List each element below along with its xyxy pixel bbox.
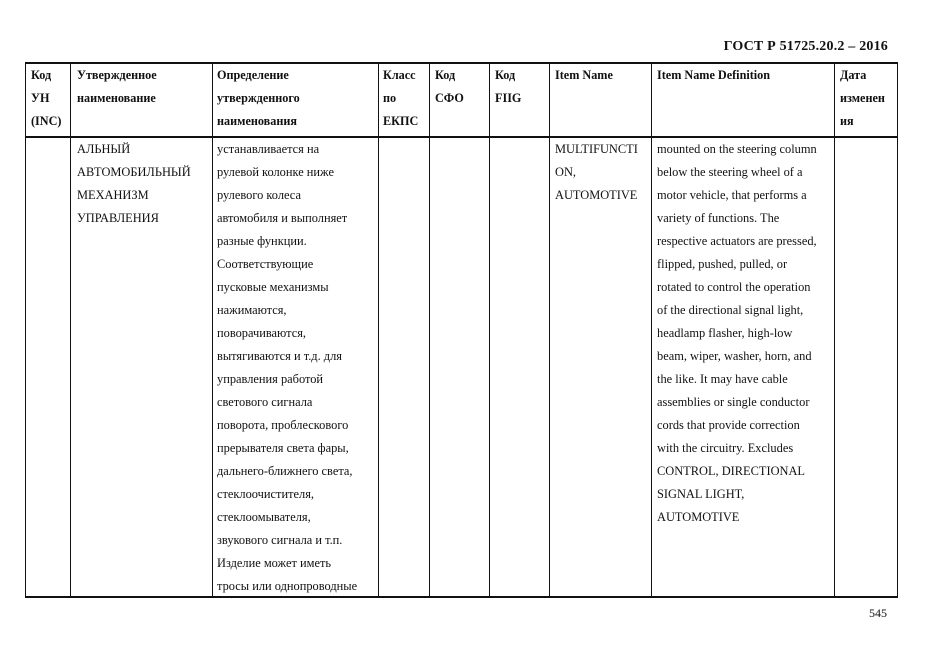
column-divider [70, 64, 71, 596]
header-definition: Определение утвержденного наименования [217, 68, 300, 128]
nomenclature-table [25, 62, 898, 598]
header-sfo-code: Код СФО [435, 68, 464, 105]
cell-item-name: MULTIFUNCTI ON, AUTOMOTIVE [555, 142, 638, 202]
header-inc-code: Код УН (INC) [31, 68, 62, 128]
column-divider [549, 64, 550, 596]
header-fiig-code: Код FIIG [495, 68, 522, 105]
column-divider [834, 64, 835, 596]
column-divider [651, 64, 652, 596]
header-item-name-definition: Item Name Definition [657, 68, 771, 82]
header-item-name: Item Name [555, 68, 613, 82]
page-number: 545 [869, 606, 887, 620]
column-divider [212, 64, 213, 596]
header-ekps-class: Класс по ЕКПС [383, 68, 419, 128]
column-divider [489, 64, 490, 596]
cell-definition: устанавливается на рулевой колонке ниже рулевого колеса автомобиля и выполняет разные функции. Соответствующие пусковые механизмы нажимаются, поворачиваются, вытягиваются и т.д. для управления работой светового сигнала поворота, проблескового прерывателя света фары, дальнего-ближнего света, стеклоочистителя, стеклоомывателя, звукового сигнала и т.п. Изделие может иметь тросы или однопроводные [217, 142, 358, 593]
document-code: ГОСТ Р 51725.20.2 – 2016 [723, 39, 888, 54]
column-divider [429, 64, 430, 596]
table-header-row [26, 64, 897, 138]
header-approved-name: Утвержденное наименование [77, 68, 157, 105]
column-divider [378, 64, 379, 596]
header-change-date: Дата изменен ия [840, 68, 885, 128]
cell-approved-name: АЛЬНЫЙ АВТОМОБИЛЬНЫЙ МЕХАНИЗМ УПРАВЛЕНИЯ [77, 142, 191, 225]
cell-item-name-definition: mounted on the steering column below the steering wheel of a motor vehicle, that performs a variety of functions. The respective actuators are pressed, flipped, pushed, pulled, or rotated to control the operation of the directional signal light, headlamp flasher, high-low beam, wiper, washer, horn, and the like. It may have cable assemblies or single conductor cords that provide correction with the circuitry. Excludes CONTROL, DIRECTIONAL SIGNAL LIGHT, AUTOMOTIVE [657, 142, 817, 524]
